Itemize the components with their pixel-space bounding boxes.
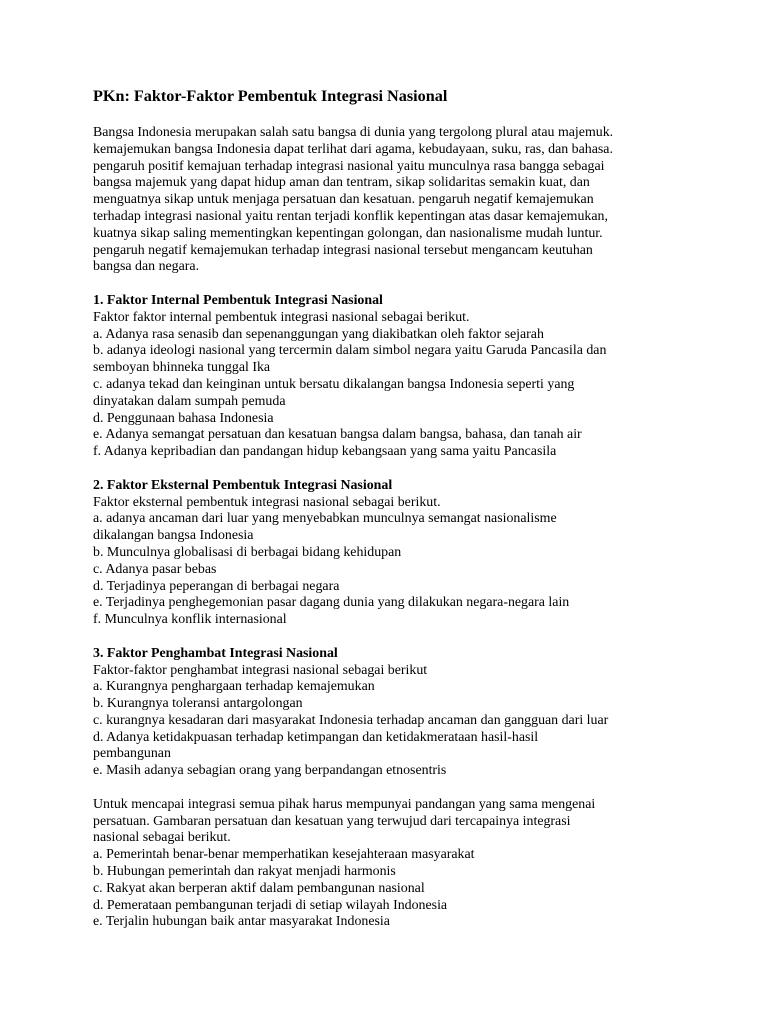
section-heading: 1. Faktor Internal Pembentuk Integrasi Nasional	[93, 292, 383, 308]
list-item: f. Munculnya konflik internasional	[93, 612, 287, 628]
section-inhibiting-factors	[93, 646, 693, 780]
list-item: c. adanya tekad dan keinginan untuk bersatu dikalangan bangsa Indonesia seperti yang	[93, 376, 575, 392]
list-item: d. Adanya ketidakpuasan terhadap ketimpangan dan ketidakmerataan hasil-hasil	[93, 729, 539, 745]
intro-line: pengaruh positif kemajuan terhadap integrasi nasional yaitu munculnya rasa bangga sebagai	[93, 158, 605, 174]
intro-paragraph	[93, 125, 693, 276]
list-item: d. Pemerataan pembangunan terjadi di setiap wilayah Indonesia	[93, 897, 448, 913]
section-line: Faktor faktor internal pembentuk integrasi nasional sebagai berikut.	[93, 309, 470, 325]
list-item: b. Hubungan pemerintah dan rakyat menjadi harmonis	[93, 864, 396, 880]
list-item: c. kurangnya kesadaran dari masyarakat Indonesia terhadap ancaman dan gangguan dari luar	[93, 712, 609, 728]
list-item-continuation: dinyatakan dalam sumpah pemuda	[93, 393, 286, 409]
list-item: d. Penggunaan bahasa Indonesia	[93, 410, 274, 426]
list-item: e. Adanya semangat persatuan dan kesatuan bangsa dalam bangsa, bahasa, dan tanah air	[93, 427, 582, 443]
section-internal-factors	[93, 293, 693, 461]
document-title: PKn: Faktor-Faktor Pembentuk Integrasi Nasional	[93, 87, 448, 105]
list-item: b. adanya ideologi nasional yang tercermin dalam simbol negara yaitu Garuda Pancasila dan	[93, 343, 607, 359]
list-item: c. Adanya pasar bebas	[93, 561, 217, 577]
list-item: e. Terjadinya penghegemonian pasar dagang dunia yang dilakukan negara-negara lain	[93, 595, 570, 611]
list-item: f. Adanya kepribadian dan pandangan hidup kebangsaan yang sama yaitu Pancasila	[93, 444, 557, 460]
section-line: Faktor-faktor penghambat integrasi nasional sebagai berikut	[93, 662, 428, 678]
intro-line: kemajemukan bangsa Indonesia dapat terlihat dari agama, kebudayaan, suku, ras, dan bahasa.	[93, 141, 613, 157]
list-item-continuation: dikalangan bangsa Indonesia	[93, 528, 254, 544]
section-external-factors	[93, 478, 693, 629]
list-item: d. Terjadinya peperangan di berbagai negara	[93, 578, 340, 594]
list-item-continuation: semboyan bhinneka tunggal Ika	[93, 360, 271, 376]
conclusion-paragraph	[93, 797, 693, 931]
document-page	[93, 86, 693, 931]
intro-line: kuatnya sikap saling mementingkan kepentingan golongan, dan nasionalisme mudah luntur.	[93, 225, 603, 241]
conclusion-line: nasional sebagai berikut.	[93, 830, 231, 846]
list-item: a. adanya ancaman dari luar yang menyebabkan munculnya semangat nasionalisme	[93, 511, 557, 527]
list-item: e. Terjalin hubungan baik antar masyarakat Indonesia	[93, 914, 390, 930]
conclusion-line: persatuan. Gambaran persatuan dan kesatuan yang terwujud dari tercapainya integrasi	[93, 813, 571, 829]
section-heading: 2. Faktor Eksternal Pembentuk Integrasi Nasional	[93, 477, 393, 493]
intro-line: pengaruh negatif kemajemukan terhadap integrasi nasional tersebut mengancam keutuhan	[93, 242, 593, 258]
list-item: a. Adanya rasa senasib dan sepenanggungan yang diakibatkan oleh faktor sejarah	[93, 326, 544, 342]
section-line: Faktor eksternal pembentuk integrasi nasional sebagai berikut.	[93, 494, 441, 510]
list-item: b. Kurangnya toleransi antargolongan	[93, 696, 303, 712]
list-item-continuation: pembangunan	[93, 746, 171, 762]
intro-line: bangsa majemuk yang dapat hidup aman dan tentram, sikap solidaritas semakin kuat, dan	[93, 175, 590, 191]
list-item: c. Rakyat akan berperan aktif dalam pembangunan nasional	[93, 880, 425, 896]
section-heading: 3. Faktor Penghambat Integrasi Nasional	[93, 645, 338, 661]
conclusion-line: Untuk mencapai integrasi semua pihak harus mempunyai pandangan yang sama mengenai	[93, 796, 596, 812]
list-item: b. Munculnya globalisasi di berbagai bidang kehidupan	[93, 544, 402, 560]
intro-line: menguatnya sikap untuk menjaga persatuan dan kesatuan. pengaruh negatif kemajemukan	[93, 192, 594, 208]
list-item: a. Pemerintah benar-benar memperhatikan kesejahteraan masyarakat	[93, 847, 475, 863]
list-item: e. Masih adanya sebagian orang yang berpandangan etnosentris	[93, 763, 447, 779]
list-item: a. Kurangnya penghargaan terhadap kemajemukan	[93, 679, 375, 695]
intro-line: terhadap integrasi nasional yaitu rentan terjadi konflik kepentingan atas dasar kemajemukan,	[93, 208, 608, 224]
intro-line: bangsa dan negara.	[93, 259, 200, 275]
intro-line: Bangsa Indonesia merupakan salah satu bangsa di dunia yang tergolong plural atau majemuk.	[93, 125, 614, 140]
